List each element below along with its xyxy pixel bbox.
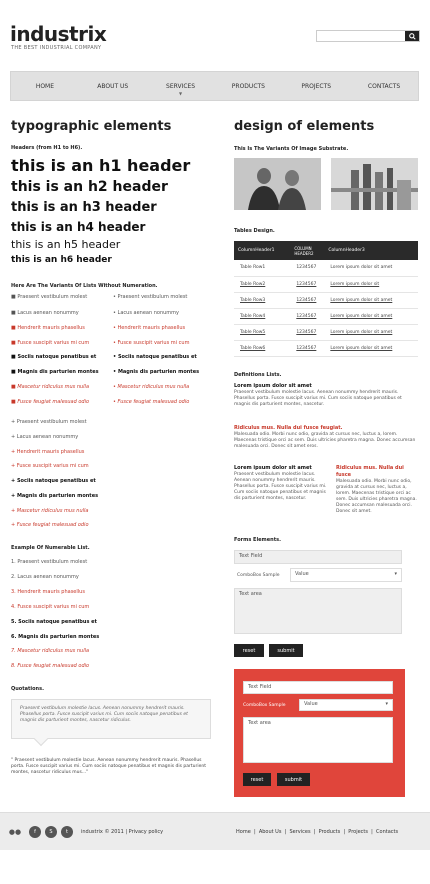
- red-text-area[interactable]: Text area: [243, 717, 393, 763]
- table-header-row: [234, 241, 418, 260]
- table-link[interactable]: 1234567: [290, 308, 324, 324]
- table-row: [234, 308, 418, 324]
- list-item: ■ Mascetur ridiculus mus nulla: [11, 384, 90, 390]
- text-field[interactable]: Text Field: [234, 550, 402, 564]
- flickr-icon[interactable]: ●●: [8, 828, 22, 836]
- search-button[interactable]: [405, 31, 419, 41]
- twitter-icon[interactable]: t: [61, 826, 73, 838]
- list-item: ■ Fusce feugiat malesuad odio: [11, 399, 90, 405]
- nav-projects[interactable]: PROJECTS: [301, 82, 332, 90]
- table-link[interactable]: Table Row3: [234, 292, 290, 308]
- nav-services[interactable]: [147, 72, 215, 100]
- column-header: ColumnHeader3: [324, 241, 418, 260]
- h2-sample: this is an h2 header: [11, 179, 168, 195]
- list-item: • Fusce suscipit varius mi cum: [113, 340, 190, 346]
- table-link[interactable]: 1234567: [290, 276, 324, 292]
- definition-title: Lorem ipsum dolor sit amet: [234, 465, 312, 471]
- list-item: + Sociis natoque penatibus et: [11, 478, 96, 484]
- list-item: + Praesent vestibulum molest: [11, 419, 87, 425]
- definition-1: [234, 383, 418, 408]
- red-combobox-value: Value: [304, 701, 318, 707]
- logo[interactable]: industrix: [10, 22, 107, 46]
- chevron-down-icon: ▾: [385, 701, 388, 707]
- definition-2: [234, 425, 418, 450]
- footer-link-home[interactable]: Home: [236, 829, 251, 835]
- h1-sample: this is an h1 header: [11, 156, 191, 175]
- red-combobox[interactable]: [299, 699, 393, 711]
- skype-icon[interactable]: S: [45, 826, 57, 838]
- red-reset-button[interactable]: reset: [243, 773, 271, 786]
- numbered-item: 4. Fusce suscipit varius mi cum: [11, 604, 90, 610]
- search-icon: [409, 33, 416, 40]
- list-item: + Mascetur ridiculus mus nulla: [11, 508, 89, 514]
- table-link[interactable]: Lorem ipsum dolor sit amet: [324, 340, 418, 356]
- column-header: COLUMN HEADER2: [290, 241, 324, 260]
- table-link[interactable]: 1234567: [290, 340, 324, 356]
- reset-button[interactable]: reset: [234, 644, 264, 657]
- design-title: design of elements: [234, 119, 375, 134]
- combobox[interactable]: [290, 568, 402, 582]
- table-row: [234, 260, 418, 276]
- table-cell: Table Row1: [234, 260, 290, 276]
- main-nav: [10, 71, 419, 101]
- table-link[interactable]: Table Row2: [234, 276, 290, 292]
- numbered-label: Example Of Numerable List.: [11, 545, 90, 551]
- submit-button[interactable]: submit: [269, 644, 303, 657]
- table-link[interactable]: Lorem ipsum dolor sit amet: [324, 324, 418, 340]
- h5-sample: this is an h5 header: [11, 238, 121, 251]
- list-item: • Magnis dis parturien montes: [113, 369, 200, 375]
- table-cell: Lorem ipsum dolor sit amet: [324, 260, 418, 276]
- numbered-item: 6. Magnis dis parturien montes: [11, 634, 100, 640]
- footer-link-products[interactable]: Products: [318, 829, 341, 835]
- h4-sample: this is an h4 header: [11, 220, 146, 234]
- table-link[interactable]: Lorem ipsum dolor sit: [324, 276, 418, 292]
- blockquote: [11, 699, 211, 739]
- quotations-label: Quotations.: [11, 686, 44, 692]
- list-item: ■ Hendrerit mauris phasellus: [11, 325, 85, 331]
- image-label: This Is The Variants Of Image Substrate.: [234, 146, 349, 152]
- list-item: + Lacus aenean nonummy: [11, 434, 79, 440]
- numbered-item: 2. Lacus aenean nonummy: [11, 574, 79, 580]
- definition-3: [234, 465, 330, 502]
- nav-home[interactable]: HOME: [35, 82, 55, 90]
- numbered-item: 5. Sociis natoque penatibus et: [11, 619, 97, 625]
- footer-links: Home | About Us | Services | Products | Projects | Contacts: [236, 829, 399, 835]
- table-cell: 1234567: [290, 260, 324, 276]
- industrial-plant-image: [331, 158, 418, 210]
- footer-copyright: industrix © 2011 | Privacy policy: [81, 829, 164, 835]
- nav-contacts[interactable]: CONTACTS: [367, 82, 401, 90]
- search-input[interactable]: [317, 31, 405, 41]
- typographic-title: typographic elements: [11, 119, 172, 134]
- list-item: • Fusce feugiat malesuad odio: [113, 399, 190, 405]
- red-submit-button[interactable]: submit: [277, 773, 310, 786]
- nav-about-us[interactable]: ABOUT US: [97, 82, 129, 90]
- list-item: ■ Fusce suscipit varius mi cum: [11, 340, 90, 346]
- text-area[interactable]: Text area: [234, 588, 402, 634]
- list-item: ■ Praesent vestibulum molest: [11, 294, 88, 300]
- list-item: • Sociis natoque penatibus et: [113, 354, 197, 360]
- quote-tail: [34, 732, 48, 746]
- list-item: • Lacus aenean nonummy: [113, 310, 179, 316]
- definition-text: Malesuada odio. Morbi nunc odio, gravida at cursus nec, luctus a, lorem. Maecenas tristique orci ac sem. Duis ultricies pharetra magna. Donec accumsan malesuada orci. Donec sit amet.: [336, 479, 417, 514]
- quote-text: Praesent vestibulum molestie lacus. Aenean nonummy hendrerit mauris. Phasellus porta. Fusce suscipit varius mi. Cum sociis natoque penatibus et magnis dis parturient montes, nascetur ridiculus.: [20, 706, 188, 723]
- table-link[interactable]: Lorem ipsum dolor sit amet: [324, 308, 418, 324]
- definition-title: Lorem ipsum dolor sit amet: [234, 383, 312, 389]
- definition-title: Ridiculus mus. Nulla dui fusce: [336, 465, 404, 478]
- list-item: ■ Lacus aenean nonummy: [11, 310, 79, 316]
- combobox-label: ComboBox Sample: [237, 573, 280, 578]
- table-link[interactable]: Table Row6: [234, 340, 290, 356]
- list-item: + Fusce feugiat malesuad odio: [11, 522, 89, 528]
- list-item: • Mascetur ridiculus mus nulla: [113, 384, 190, 390]
- tagline: THE BEST INDUSTRIAL COMPANY: [11, 45, 102, 51]
- design-table: [234, 241, 418, 357]
- list-item: • Praesent vestibulum molest: [113, 294, 188, 300]
- list-item: + Magnis dis parturien montes: [11, 493, 99, 499]
- red-text-field[interactable]: Text Field: [243, 681, 393, 694]
- numbered-item: 7. Mascetur ridiculus mus nulla: [11, 648, 90, 654]
- nav-services-label: SERVICES: [166, 82, 196, 90]
- list-item: + Fusce suscipit varius mi cum: [11, 463, 89, 469]
- forms-label: Forms Elements.: [234, 537, 281, 543]
- chevron-down-icon: ▾: [394, 571, 397, 577]
- column-header: ColumnHeader1: [234, 241, 290, 260]
- numbered-item: 3. Hendrerit mauris phasellus: [11, 589, 85, 595]
- facebook-icon[interactable]: f: [29, 826, 41, 838]
- footer-link-contacts[interactable]: Contacts: [376, 829, 399, 835]
- chevron-down-icon: ▼: [179, 91, 183, 96]
- table-link[interactable]: Table Row4: [234, 308, 290, 324]
- inline-quote: " Praesent vestibulum molestie lacus. Aenean nonummy hendrerit mauris. Phasellus porta. Fusce suscipit varius mi. Cum sociis natoque penatibus et magnis dis parturient montes, nascetur ridiculus mus...": [11, 758, 206, 775]
- footer-link-services[interactable]: Services: [289, 829, 311, 835]
- nav-products[interactable]: PRODUCTS: [231, 82, 265, 90]
- definition-text: Malesuada odio. Morbi nunc odio, gravida at cursus nec, luctus a, lorem. Maecenas tristique orci ac sem. Duis ultricies pharetra magna. Donec accumsan malesuada orci. Donec sit amet eros.: [234, 432, 416, 449]
- list-item: ■ Sociis natoque penatibus et: [11, 354, 97, 360]
- red-combobox-label: ComboBox Sample: [243, 703, 286, 708]
- table-link[interactable]: Lorem ipsum dolor sit amet: [324, 292, 418, 308]
- definition-text: Praesent vestibulum molestie lacus. Aenean nonummy hendrerit mauris. Phasellus porta. Fusce suscipit varius mi. Cum sociis natoque penatibus et magnis dis parturient montes, nascetur.: [234, 390, 402, 407]
- table-link[interactable]: 1234567: [290, 324, 324, 340]
- definition-text: Praesent vestibulum molestie lacus. Aenean nonummy hendrerit mauris. Phasellus porta. Fusce suscipit varius mi. Cum sociis natoque penatibus et magnis dis parturient montes, nascetur.: [234, 472, 327, 501]
- table-link[interactable]: Table Row5: [234, 324, 290, 340]
- footer-link-projects[interactable]: Projects: [348, 829, 368, 835]
- list-item: ■ Magnis dis parturien montes: [11, 369, 99, 375]
- table-row: [234, 276, 418, 292]
- h3-sample: this is an h3 header: [11, 200, 157, 215]
- definition-4: [336, 465, 420, 515]
- table-row: [234, 292, 418, 308]
- table-row: [234, 324, 418, 340]
- numbered-item: 1. Praesent vestibulum molest: [11, 559, 88, 565]
- headers-label: Headers (from H1 to H6).: [11, 145, 83, 151]
- numbered-item: 8. Fusce feugiat malesuad odio: [11, 663, 90, 669]
- table-row: [234, 340, 418, 356]
- footer-link-about[interactable]: About Us: [258, 829, 282, 835]
- lists-label: Here Are The Variants Of Lists Without Numeration.: [11, 283, 158, 289]
- definitions-label: Definitions Lists.: [234, 372, 282, 378]
- list-item: + Hendrerit mauris phasellus: [11, 449, 85, 455]
- combobox-value: Value: [295, 571, 309, 577]
- list-item: • Hendrerit mauris phasellus: [113, 325, 186, 331]
- tables-label: Tables Design.: [234, 228, 275, 234]
- business-people-image: [234, 158, 321, 210]
- h6-sample: this is an h6 header: [11, 255, 112, 265]
- table-link[interactable]: 1234567: [290, 292, 324, 308]
- definition-title: Ridiculus mus. Nulla dui fusce feugiat.: [234, 425, 343, 431]
- search-box: [316, 30, 420, 42]
